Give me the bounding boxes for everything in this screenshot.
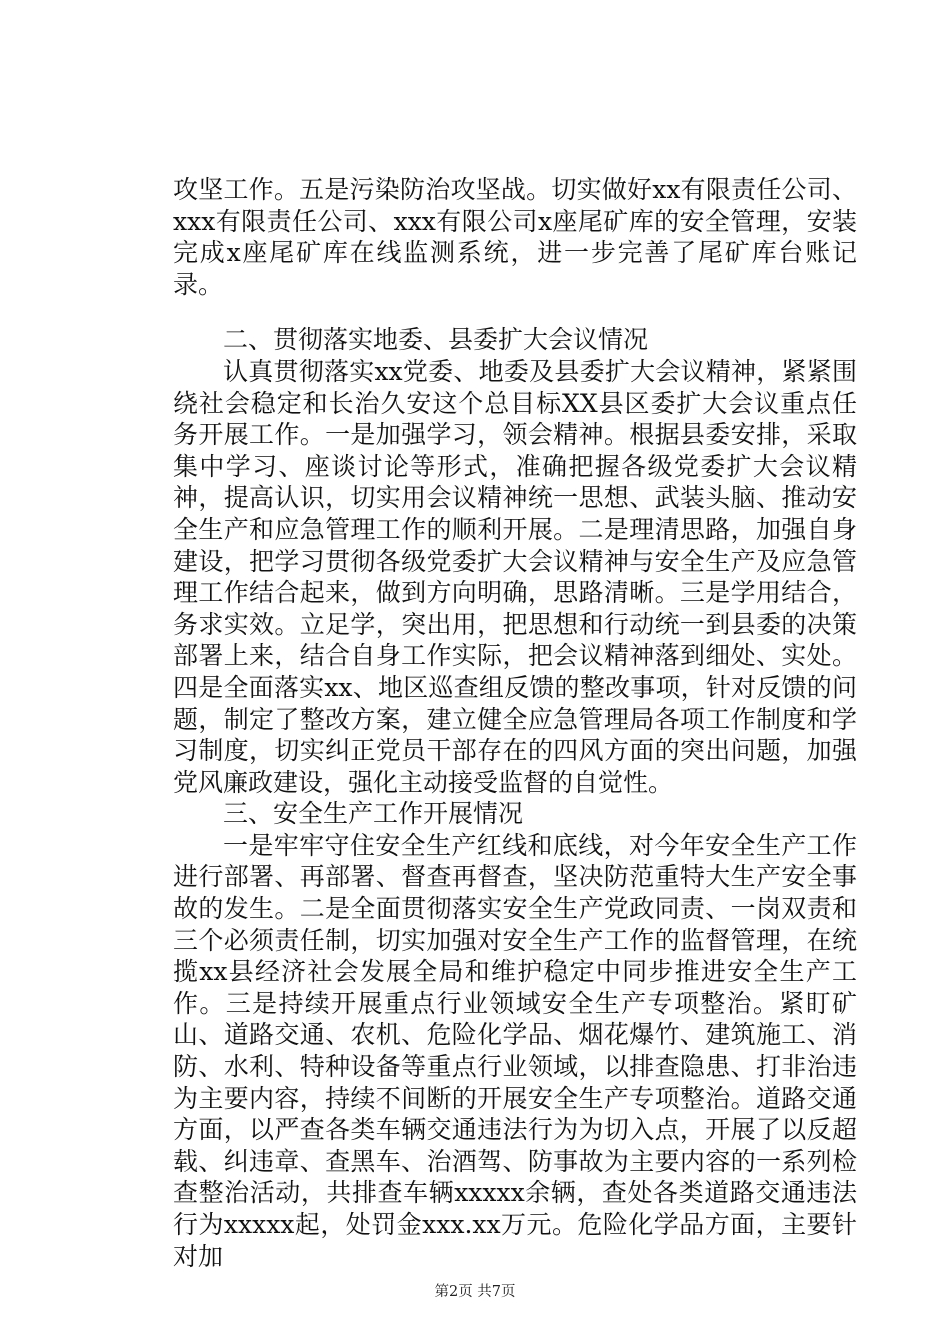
paragraph-safety-production: 一是牢牢守住安全生产红线和底线，对今年安全生产工作进行部署、再部署、督查再督查，坚决防范重特大生产安全事故的发生。二是全面贯彻落实安全生产党政同责、一岗双责和三个必须责任制，切实加强对安全生产工作的监督管理，在统揽xx县经济社会发展全局和维护稳定中同步推进安全生产工作。三是持续开展重点行业领域安全生产专项整治。紧盯矿山、道路交通、农机、危险化学品、烟花爆竹、建筑施工、消防、水利、特种设备等重点行业领域，以排查隐患、打非治违为主要内容，持续不间断的开展安全生产专项整治。道路交通方面，以严查各类车辆交通违法行为为切入点，开展了以反超载、纠违章、查黑车、治酒驾、防事故为主要内容的一系列检查整治活动，共排查车辆xxxxx余辆，查处各类道路交通违法行为xxxxx起，处罚金xxx.xx万元。危险化学品方面，主要针对加	[173, 830, 857, 1271]
page-number-footer: 第2页 共7页	[434, 1284, 516, 1300]
paragraph-meeting-implementation: 认真贯彻落实xx党委、地委及县委扩大会议精神，紧紧围绕社会稳定和长治久安这个总目标XX县区委扩大会议重点任务开展工作。一是加强学习，领会精神。根据县委安排，采取集中学习、座谈讨论等形式，准确把握各级党委扩大会议精神，提高认识，切实用会议精神统一思想、武装头脑、推动安全生产和应急管理工作的顺利开展。二是理清思路，加强自身建设，把学习贯彻各级党委扩大会议精神与安全生产及应急管理工作结合起来，做到方向明确，思路清晰。三是学用结合，务求实效。立足学，突出用，把思想和行动统一到县委的决策部署上来，结合自身工作实际，把会议精神落到细处、实处。四是全面落实xx、地区巡查组反馈的整改事项，针对反馈的问题，制定了整改方案，建立健全应急管理局各项工作制度和学习制度，切实纠正党员干部存在的四风方面的突出问题，加强党风廉政建设，强化主动接受监督的自觉性。	[173, 356, 857, 797]
section-heading-three: 三、安全生产工作开展情况	[223, 799, 524, 829]
section-heading-two: 二、贯彻落实地委、县委扩大会议情况	[223, 325, 649, 355]
paragraph-pollution-control: 攻坚工作。五是污染防治攻坚战。切实做好xx有限责任公司、xxx有限责任公司、xxx有限公司x座尾矿库的安全管理，安装完成x座尾矿库在线监测系统，进一步完善了尾矿库台账记录。	[173, 175, 857, 299]
paragraph-gap	[173, 300, 857, 324]
document-body	[173, 174, 857, 1272]
